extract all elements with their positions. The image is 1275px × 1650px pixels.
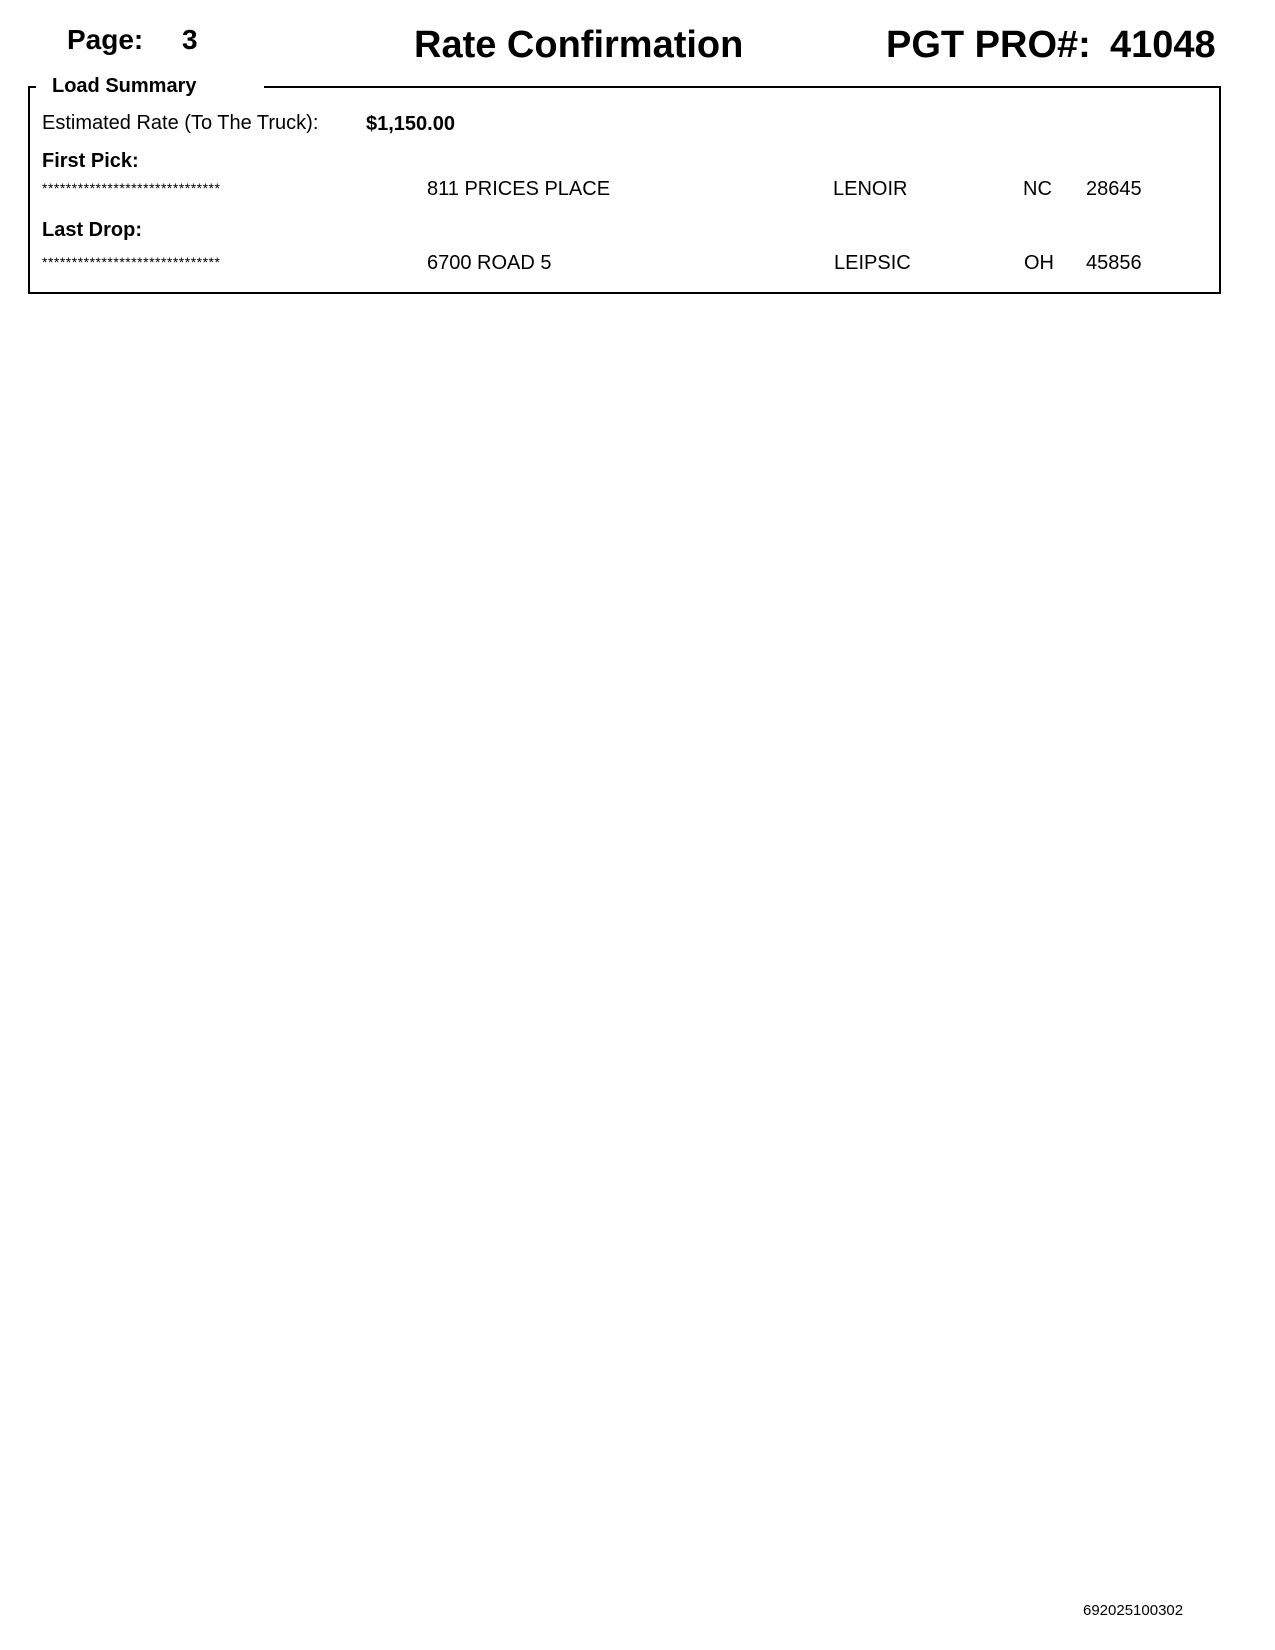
pro-number-label: PGT PRO#: xyxy=(886,24,1091,66)
first-pick-label: First Pick: xyxy=(42,150,139,172)
last-drop-city: LEIPSIC xyxy=(834,252,911,274)
first-pick-state: NC xyxy=(1023,178,1052,200)
last-drop-label: Last Drop: xyxy=(42,219,142,241)
first-pick-address: 811 PRICES PLACE xyxy=(427,178,611,200)
last-drop-address: 6700 ROAD 5 xyxy=(427,252,552,274)
load-summary-legend: Load Summary xyxy=(44,74,206,98)
last-drop-state: OH xyxy=(1024,252,1054,274)
first-pick-zip: 28645 xyxy=(1086,178,1142,200)
document-id: 692025100302 xyxy=(1083,1602,1184,1619)
estimated-rate-label: Estimated Rate (To The Truck): xyxy=(42,112,319,134)
first-pick-city: LENOIR xyxy=(833,178,908,200)
document-title: Rate Confirmation xyxy=(414,24,744,66)
estimated-rate-value: $1,150.00 xyxy=(366,113,455,135)
first-pick-name-masked: ****************************** xyxy=(42,180,221,196)
last-drop-zip: 45856 xyxy=(1086,252,1142,274)
last-drop-name-masked: ****************************** xyxy=(42,254,221,270)
page-number: 3 xyxy=(182,24,198,55)
pro-number: 41048 xyxy=(1110,24,1216,66)
page-label: Page: xyxy=(67,24,144,55)
